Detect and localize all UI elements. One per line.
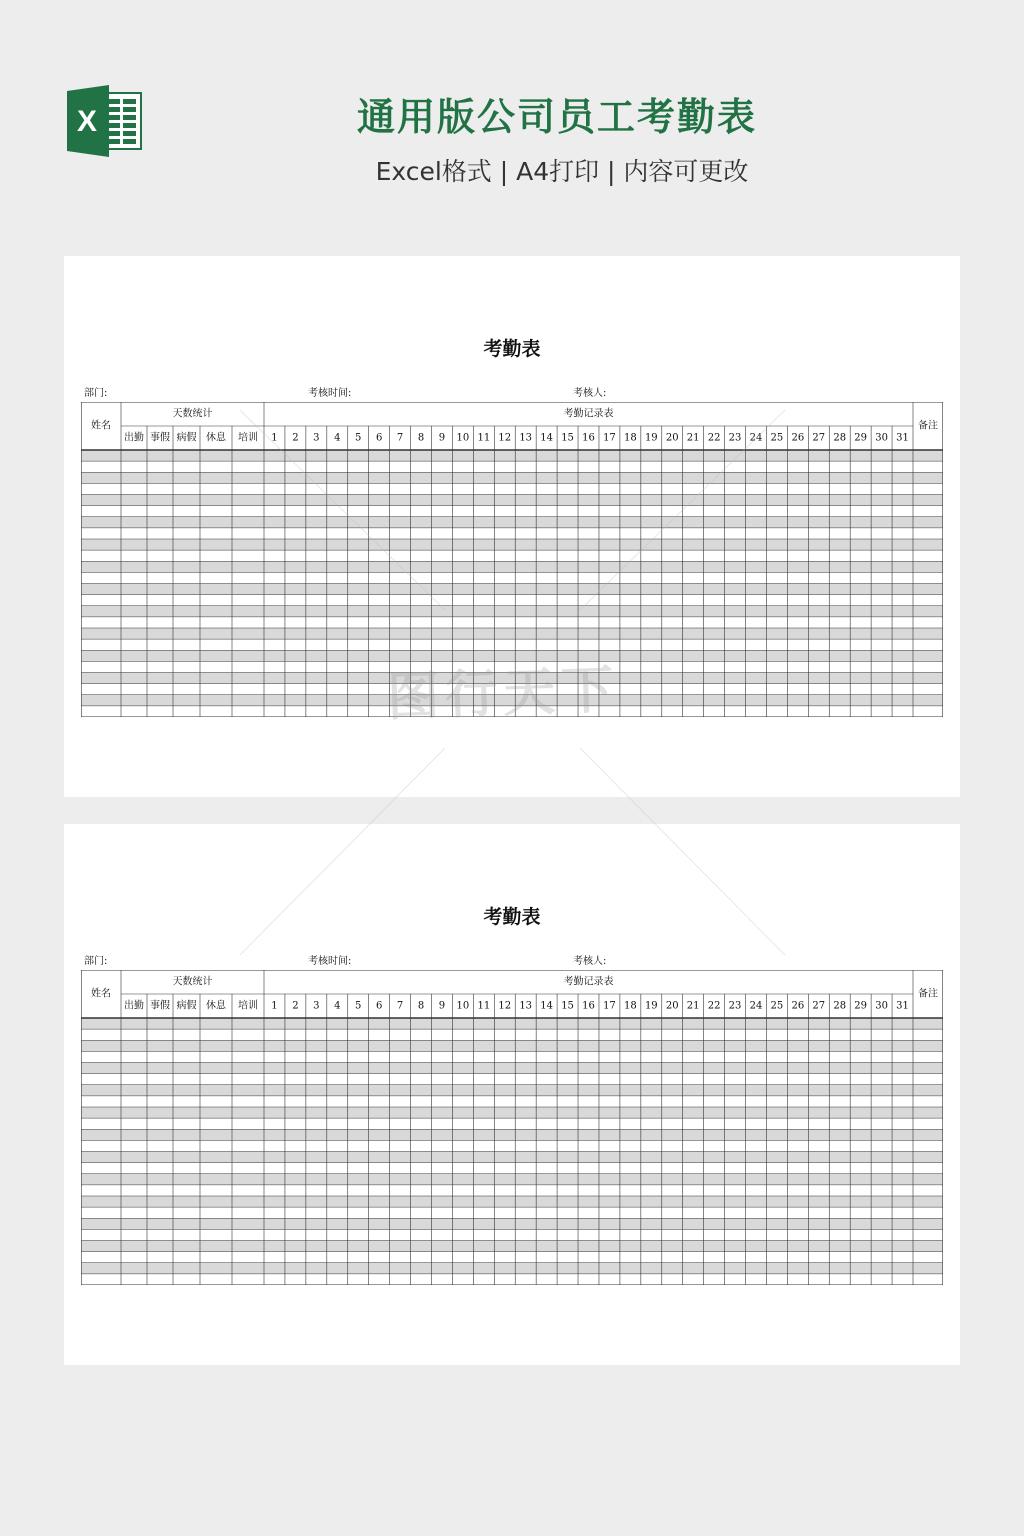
day-column-header: 3: [313, 1000, 320, 1012]
stats-column-header: 培训: [238, 432, 258, 444]
day-column-header: 25: [770, 1000, 784, 1012]
day-column-header: 29: [854, 1000, 868, 1012]
day-column-header: 22: [707, 432, 721, 444]
table-row-stripe: [81, 495, 943, 506]
table-row-stripe: [81, 472, 943, 483]
table-row-stripe: [81, 1241, 943, 1252]
remarks-column-header: 备注: [918, 420, 938, 432]
day-column-header: 30: [875, 432, 888, 444]
table-row-stripe: [81, 628, 943, 639]
day-column-header: 7: [396, 1000, 404, 1012]
excel-logo-letter: X: [76, 105, 98, 138]
day-column-header: 14: [540, 432, 553, 444]
table-row-stripe: [81, 1063, 943, 1074]
day-column-header: 9: [438, 1000, 446, 1012]
day-column-header: 16: [582, 432, 595, 444]
table-row-stripe: [81, 1107, 943, 1118]
watermark-text: 图行天下: [386, 658, 621, 729]
day-column-header: 24: [749, 1000, 763, 1012]
table-row-stripe: [81, 1018, 943, 1029]
name-column-header: 姓名: [91, 420, 111, 432]
day-column-header: 11: [477, 1000, 491, 1012]
table-row-stripe: [81, 1085, 943, 1096]
day-column-header: 14: [540, 1000, 553, 1012]
stats-column-header: 出勤: [124, 432, 144, 444]
day-column-header: 30: [875, 1000, 888, 1012]
day-column-header: 15: [561, 1000, 574, 1012]
department-label: 部门:: [84, 956, 108, 967]
day-column-header: 13: [519, 432, 533, 444]
reviewer-label: 考核人:: [573, 956, 607, 967]
day-column-header: 28: [833, 432, 847, 444]
day-column-header: 2: [292, 432, 299, 444]
table-row-stripe: [81, 561, 943, 572]
stats-column-header: 事假: [150, 1000, 170, 1012]
stats-column-header: 出勤: [124, 1000, 144, 1012]
day-column-header: 9: [438, 432, 446, 444]
day-column-header: 7: [396, 432, 404, 444]
reviewer-label: 考核人:: [573, 388, 607, 399]
table-row-stripe: [81, 1040, 943, 1051]
day-column-header: 23: [728, 1000, 742, 1012]
day-column-header: 2: [292, 1000, 299, 1012]
table-row-stripe: [81, 539, 943, 550]
day-column-header: 12: [498, 1000, 512, 1012]
stats-column-header: 培训: [238, 1000, 258, 1012]
day-column-header: 20: [665, 432, 679, 444]
day-column-header: 21: [686, 432, 700, 444]
attendance-grid: [81, 970, 943, 1285]
day-column-header: 6: [375, 432, 383, 444]
table-row-stripe: [81, 1152, 943, 1163]
day-column-header: 10: [456, 432, 470, 444]
record-group-header: 考勤记录表: [563, 408, 614, 420]
day-column-header: 1: [271, 1000, 278, 1012]
day-column-header: 5: [355, 432, 362, 444]
name-column-header: 姓名: [91, 988, 111, 1000]
day-column-header: 5: [355, 1000, 362, 1012]
day-column-header: 8: [417, 432, 425, 444]
day-column-header: 12: [498, 432, 512, 444]
day-column-header: 13: [519, 1000, 533, 1012]
day-column-header: 17: [603, 432, 616, 444]
day-column-header: 19: [644, 432, 658, 444]
stats-group-header: 天数统计: [172, 976, 213, 988]
day-column-header: 27: [812, 1000, 826, 1012]
sheet-title: 考勤表: [483, 338, 541, 360]
day-column-header: 3: [313, 432, 320, 444]
table-row-stripe: [81, 1196, 943, 1207]
day-column-header: 29: [854, 432, 868, 444]
table-row-stripe: [81, 1218, 943, 1229]
record-group-header: 考勤记录表: [563, 976, 614, 988]
day-column-header: 8: [417, 1000, 425, 1012]
department-label: 部门:: [84, 388, 108, 399]
day-column-header: 16: [582, 1000, 595, 1012]
remarks-column-header: 备注: [918, 988, 938, 1000]
day-column-header: 18: [624, 1000, 637, 1012]
day-column-header: 27: [812, 432, 826, 444]
day-column-header: 21: [686, 1000, 700, 1012]
table-row-stripe: [81, 1129, 943, 1140]
day-column-header: 26: [791, 432, 805, 444]
stats-group-header: 天数统计: [172, 408, 213, 420]
page-subtitle: Excel格式 | A4打印 | 内容可更改: [375, 157, 749, 186]
day-column-header: 31: [896, 1000, 909, 1012]
day-column-header: 6: [375, 1000, 383, 1012]
sheet-title: 考勤表: [483, 906, 541, 928]
day-column-header: 23: [728, 432, 742, 444]
grid-lines: [81, 970, 943, 1285]
stats-column-header: 休息: [206, 432, 226, 444]
stats-column-header: 病假: [176, 432, 197, 444]
review-time-label: 考核时间:: [308, 956, 352, 967]
day-column-header: 31: [896, 432, 909, 444]
day-column-header: 17: [603, 1000, 616, 1012]
day-column-header: 28: [833, 1000, 847, 1012]
day-column-header: 4: [334, 1000, 341, 1012]
table-row-stripe: [81, 606, 943, 617]
table-row-stripe: [81, 1174, 943, 1185]
page-title: 通用版公司员工考勤表: [356, 95, 757, 139]
table-row-stripe: [81, 517, 943, 528]
review-time-label: 考核时间:: [308, 388, 352, 399]
day-column-header: 15: [561, 432, 574, 444]
day-column-header: 10: [456, 1000, 470, 1012]
day-column-header: 19: [644, 1000, 658, 1012]
stats-column-header: 事假: [150, 432, 170, 444]
day-column-header: 20: [665, 1000, 679, 1012]
table-row-stripe: [81, 1263, 943, 1274]
attendance-sheet-2: [64, 824, 960, 1365]
attendance-table: [81, 970, 943, 1285]
day-column-header: 1: [271, 432, 278, 444]
stats-column-header: 休息: [206, 1000, 226, 1012]
day-column-header: 26: [791, 1000, 805, 1012]
day-column-header: 4: [334, 432, 341, 444]
day-column-header: 24: [749, 432, 763, 444]
table-row-stripe: [81, 450, 943, 461]
day-column-header: 25: [770, 432, 784, 444]
stats-column-header: 病假: [176, 1000, 197, 1012]
day-column-header: 22: [707, 1000, 721, 1012]
table-row-stripe: [81, 584, 943, 595]
day-column-header: 11: [477, 432, 491, 444]
day-column-header: 18: [624, 432, 637, 444]
